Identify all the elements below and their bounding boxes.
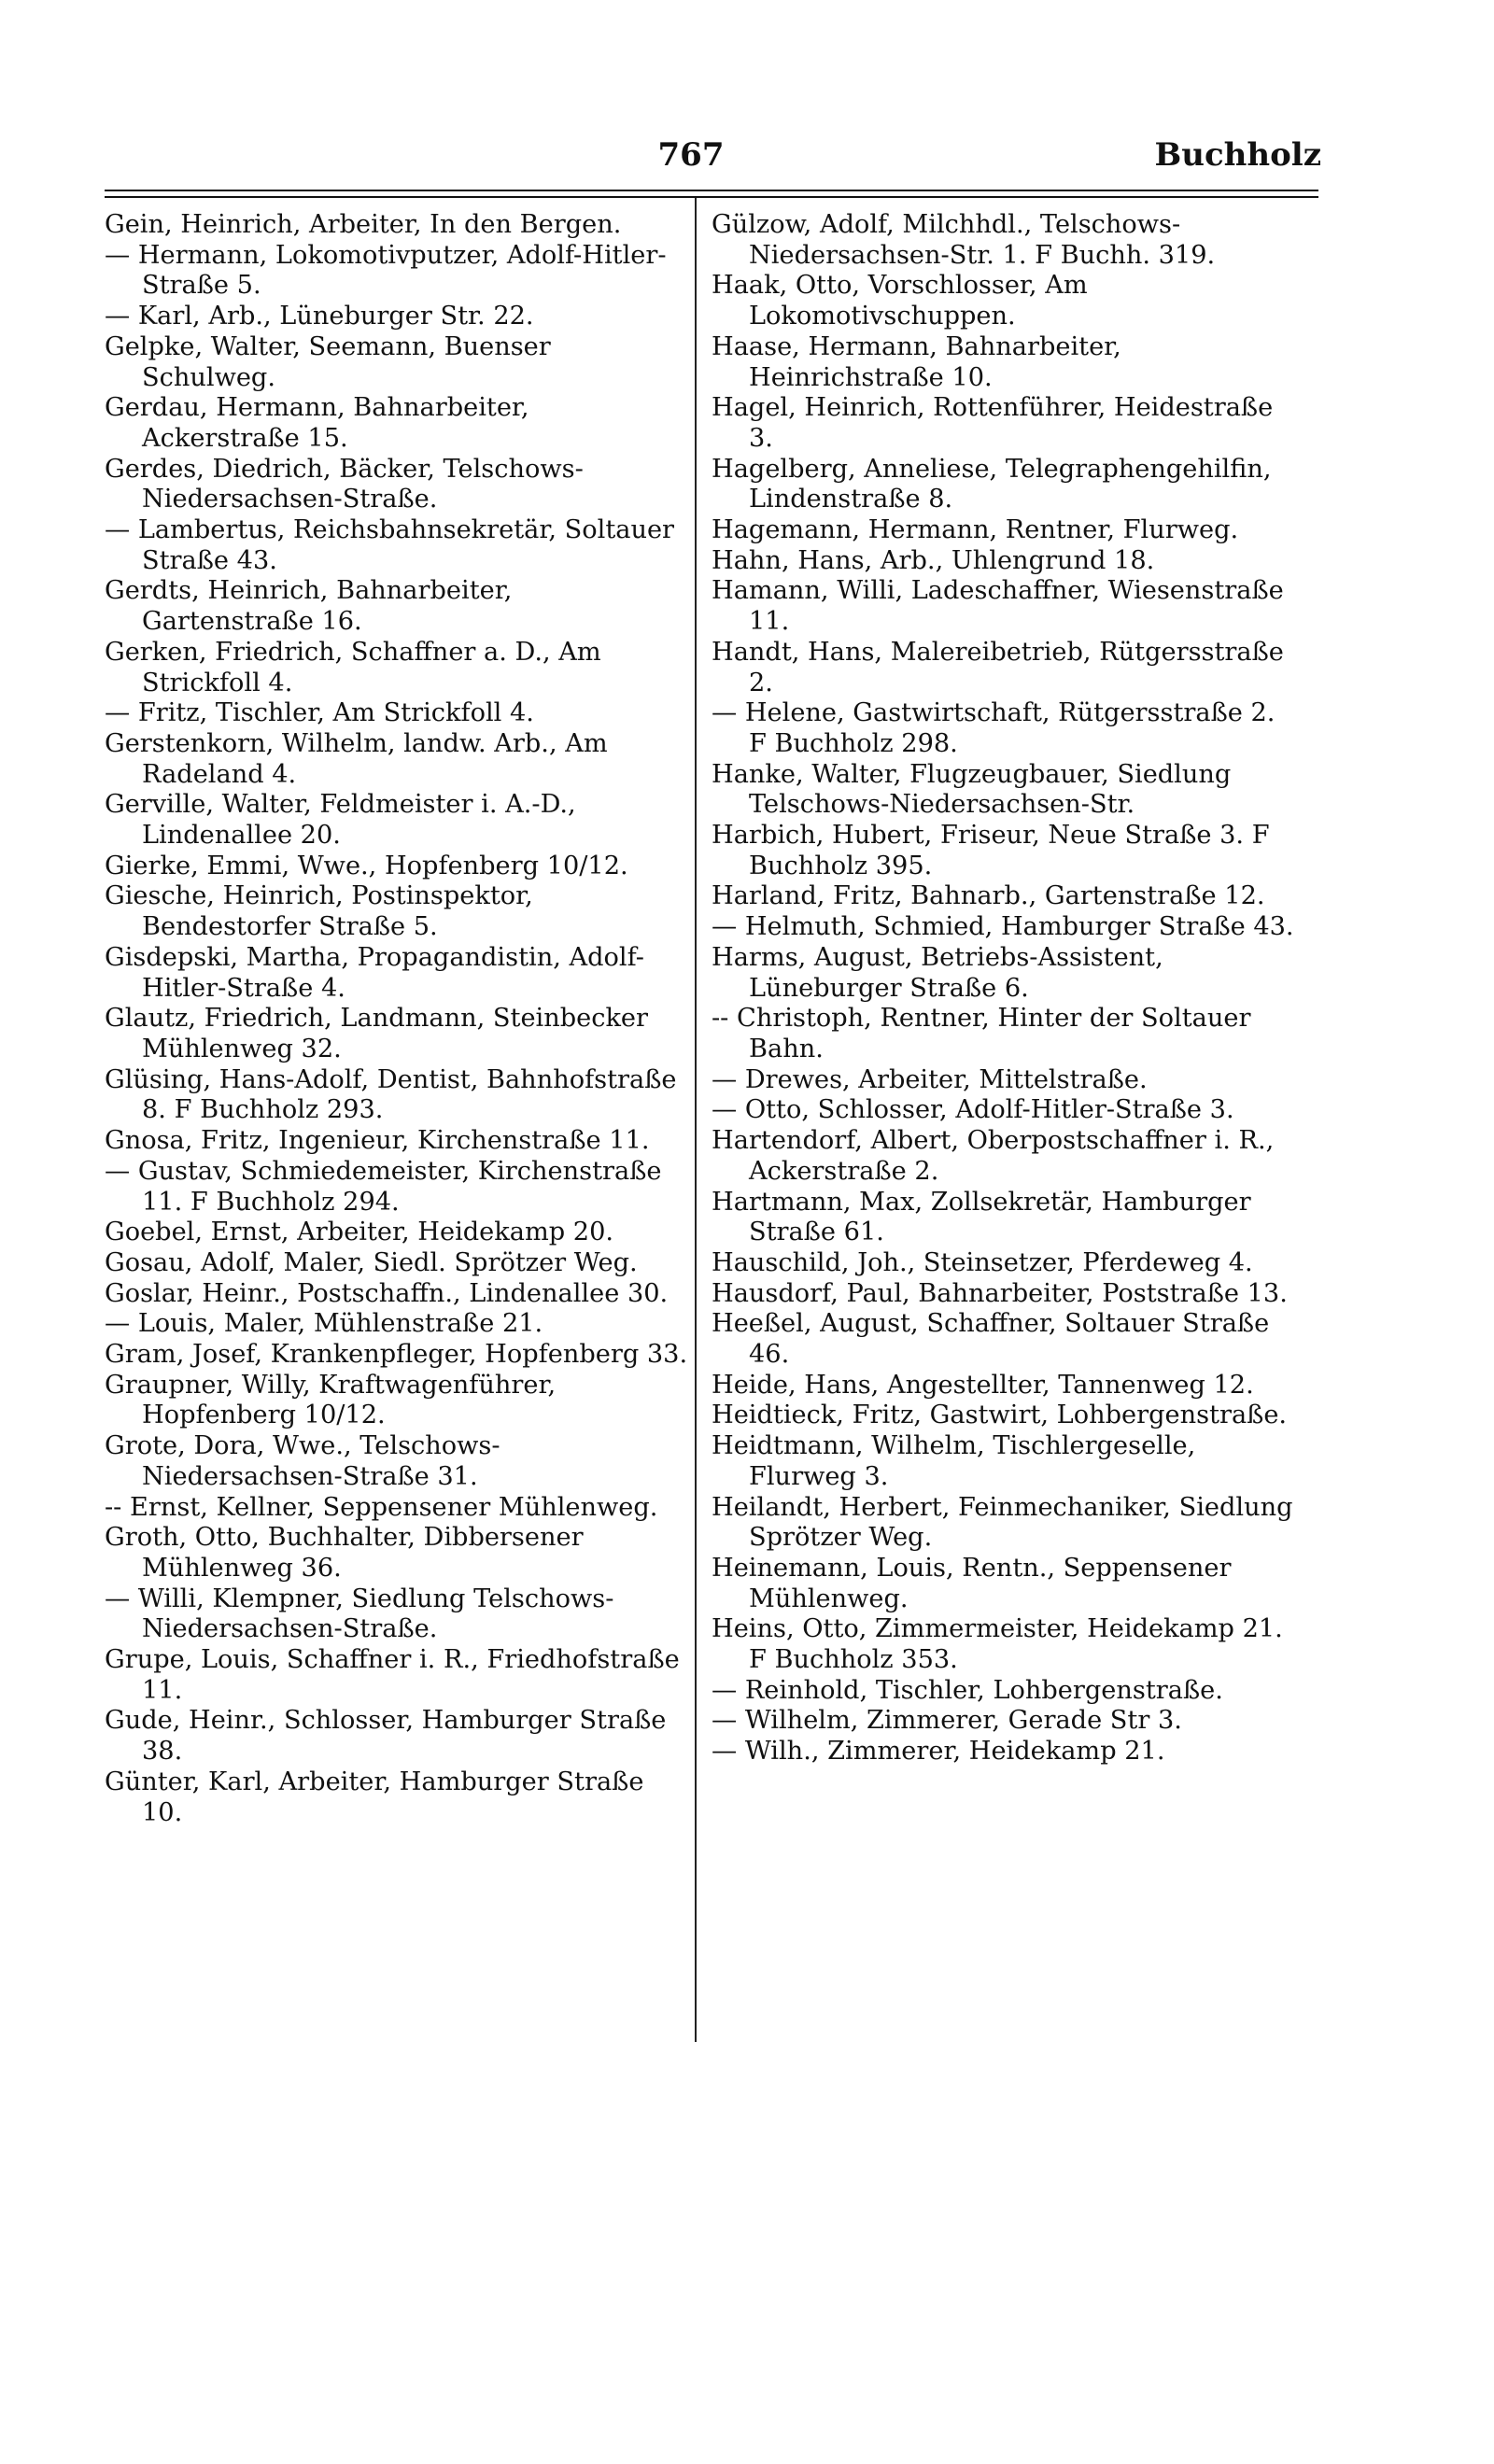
directory-entry: Gerdau, Hermann, Bahnarbeiter, Ackerstraße 15. (105, 393, 529, 453)
directory-entry: Gerstenkorn, Wilhelm, landw. Arb., Am Radeland 4. (105, 728, 608, 789)
directory-entry: Hanke, Walter, Flugzeugbauer, Siedlung Telschows-Niedersachsen-Str. (712, 759, 1232, 820)
directory-entry: — Lambertus, Reichsbahnsekretär, Soltauer Straße 43. (105, 515, 675, 575)
directory-entry: Gerdes, Diedrich, Bäcker, Telschows-Niedersachsen-Straße. (105, 454, 584, 514)
directory-entry: Hauschild, Joh., Steinsetzer, Pferdeweg 4. (712, 1247, 1253, 1277)
directory-entry: Haase, Hermann, Bahnarbeiter, Heinrichstraße 10. (712, 331, 1121, 392)
directory-entry: Graupner, Willy, Kraftwagenführer, Hopfenberg 10/12. (105, 1370, 557, 1430)
directory-entry: Goslar, Heinr., Postschaffn., Lindenallee 30. (105, 1278, 669, 1308)
directory-entry: Harms, August, Betriebs-Assistent, Lüneburger Straße 6. (712, 942, 1163, 1003)
directory-entry: — Drewes, Arbeiter, Mittelstraße. (712, 1064, 1148, 1094)
directory-entry: Hahn, Hans, Arb., Uhlengrund 18. (712, 545, 1155, 575)
directory-entry: — Hermann, Lokomotivputzer, Adolf-Hitler-Straße 5. (105, 240, 667, 301)
directory-entry: Hausdorf, Paul, Bahnarbeiter, Poststraße 13. (712, 1278, 1288, 1308)
directory-entry: Hagelberg, Anneliese, Telegraphengehilfin, Lindenstraße 8. (712, 454, 1272, 514)
directory-entry: — Louis, Maler, Mühlenstraße 21. (105, 1309, 543, 1339)
directory-entry: -- Christoph, Rentner, Hinter der Soltauer Bahn. (712, 1004, 1251, 1063)
header-rule (105, 190, 1318, 198)
directory-entry: Hagemann, Hermann, Rentner, Flurweg. (712, 515, 1239, 545)
directory-entry: Heilandt, Herbert, Feinmechaniker, Siedlung Sprötzer Weg. (712, 1492, 1293, 1553)
directory-entry: Heidtmann, Wilhelm, Tischlergeselle, Flurweg 3. (712, 1431, 1196, 1491)
directory-entry: Heidtieck, Fritz, Gastwirt, Lohbergenstraße. (712, 1401, 1288, 1430)
directory-entry: Giesche, Heinrich, Postinspektor, Bendestorfer Straße 5. (105, 881, 533, 942)
directory-entry: Glautz, Friedrich, Landmann, Steinbecker Mühlenweg 32. (105, 1004, 649, 1063)
directory-entry: Harbich, Hubert, Friseur, Neue Straße 3. F Buchholz 395. (712, 821, 1270, 880)
directory-entry: — Reinhold, Tischler, Lohbergenstraße. (712, 1675, 1223, 1705)
directory-entry: — Gustav, Schmiedemeister, Kirchenstraße 11. F Buchholz 294. (105, 1156, 662, 1217)
left-column (105, 210, 691, 1828)
directory-entry: Heins, Otto, Zimmermeister, Heidekamp 21. F Buchholz 353. (712, 1614, 1283, 1675)
directory-entry: — Karl, Arb., Lüneburger Str. 22. (105, 302, 534, 331)
directory-entry: Gerken, Friedrich, Schaffner a. D., Am Strickfoll 4. (105, 637, 601, 697)
running-head: Buchholz (1154, 136, 1321, 174)
directory-entry: Gein, Heinrich, Arbeiter, In den Bergen. (105, 210, 622, 239)
directory-entry: Gosau, Adolf, Maler, Siedl. Sprötzer Weg. (105, 1247, 638, 1277)
directory-entry: — Helene, Gastwirtschaft, Rütgersstraße 2. F Buchholz 298. (712, 698, 1276, 758)
directory-entry: Gierke, Emmi, Wwe., Hopfenberg 10/12. (105, 851, 628, 880)
directory-entry: Gram, Josef, Krankenpfleger, Hopfenberg 33. (105, 1340, 688, 1370)
directory-entry: Gerdts, Heinrich, Bahnarbeiter, Gartenstraße 16. (105, 576, 513, 637)
directory-entry: Goebel, Ernst, Arbeiter, Heidekamp 20. (105, 1218, 614, 1247)
directory-entry: Gude, Heinr., Schlosser, Hamburger Straße 38. (105, 1706, 667, 1767)
directory-entry: Groth, Otto, Buchhalter, Dibbersener Mühlenweg 36. (105, 1523, 584, 1583)
directory-entry: — Willi, Klempner, Siedlung Telschows-Niedersachsen-Straße. (105, 1584, 614, 1644)
directory-entry: Harland, Fritz, Bahnarb., Gartenstraße 12. (712, 881, 1265, 911)
directory-entry: Heinemann, Louis, Rentn., Seppensener Mühlenweg. (712, 1553, 1232, 1613)
right-column (712, 210, 1298, 1767)
directory-entry: — Helmuth, Schmied, Hamburger Straße 43. (712, 912, 1294, 942)
directory-entry: Heeßel, August, Schaffner, Soltauer Straße 46. (712, 1309, 1270, 1370)
directory-entry: Hartmann, Max, Zollsekretär, Hamburger Straße 61. (712, 1187, 1251, 1247)
directory-entry: Gnosa, Fritz, Ingenieur, Kirchenstraße 11. (105, 1126, 650, 1156)
directory-entry: Hagel, Heinrich, Rottenführer, Heidestraße 3. (712, 393, 1274, 453)
directory-entry: — Otto, Schlosser, Adolf-Hitler-Straße 3. (712, 1095, 1234, 1125)
page-number: 767 (657, 136, 725, 174)
directory-entry: Gisdepski, Martha, Propagandistin, Adolf-Hitler-Straße 4. (105, 942, 644, 1003)
directory-entry: — Fritz, Tischler, Am Strickfoll 4. (105, 698, 534, 728)
directory-entry: Glüsing, Hans-Adolf, Dentist, Bahnhofstraße 8. F Buchholz 293. (105, 1064, 677, 1125)
directory-entry: Handt, Hans, Malereibetrieb, Rütgersstraße 2. (712, 637, 1284, 697)
directory-entry: — Wilhelm, Zimmerer, Gerade Str 3. (712, 1706, 1182, 1736)
directory-entry: Gülzow, Adolf, Milchhdl., Telschows-Niedersachsen-Str. 1. F Buchh. 319. (712, 210, 1216, 270)
directory-entry: Haak, Otto, Vorschlosser, Am Lokomotivschuppen. (712, 271, 1088, 331)
directory-entry: -- Ernst, Kellner, Seppensener Mühlenweg. (105, 1492, 658, 1522)
directory-entry: Grote, Dora, Wwe., Telschows-Niedersachsen-Straße 31. (105, 1431, 500, 1491)
directory-entry: Hartendorf, Albert, Oberpostschaffner i. R., Ackerstraße 2. (712, 1126, 1275, 1186)
directory-entry: Gelpke, Walter, Seemann, Buenser Schulweg. (105, 331, 551, 392)
directory-entry: Gerville, Walter, Feldmeister i. A.-D., Lindenallee 20. (105, 790, 576, 851)
directory-entry: Hamann, Willi, Ladeschaffner, Wiesenstraße 11. (712, 576, 1284, 637)
directory-entry: — Wilh., Zimmerer, Heidekamp 21. (712, 1737, 1165, 1767)
directory-entry: Günter, Karl, Arbeiter, Hamburger Straße 10. (105, 1767, 644, 1827)
directory-entry: Heide, Hans, Angestellter, Tannenweg 12. (712, 1370, 1254, 1400)
column-divider (695, 198, 697, 2042)
directory-entry: Grupe, Louis, Schaffner i. R., Friedhofstraße 11. (105, 1645, 680, 1705)
